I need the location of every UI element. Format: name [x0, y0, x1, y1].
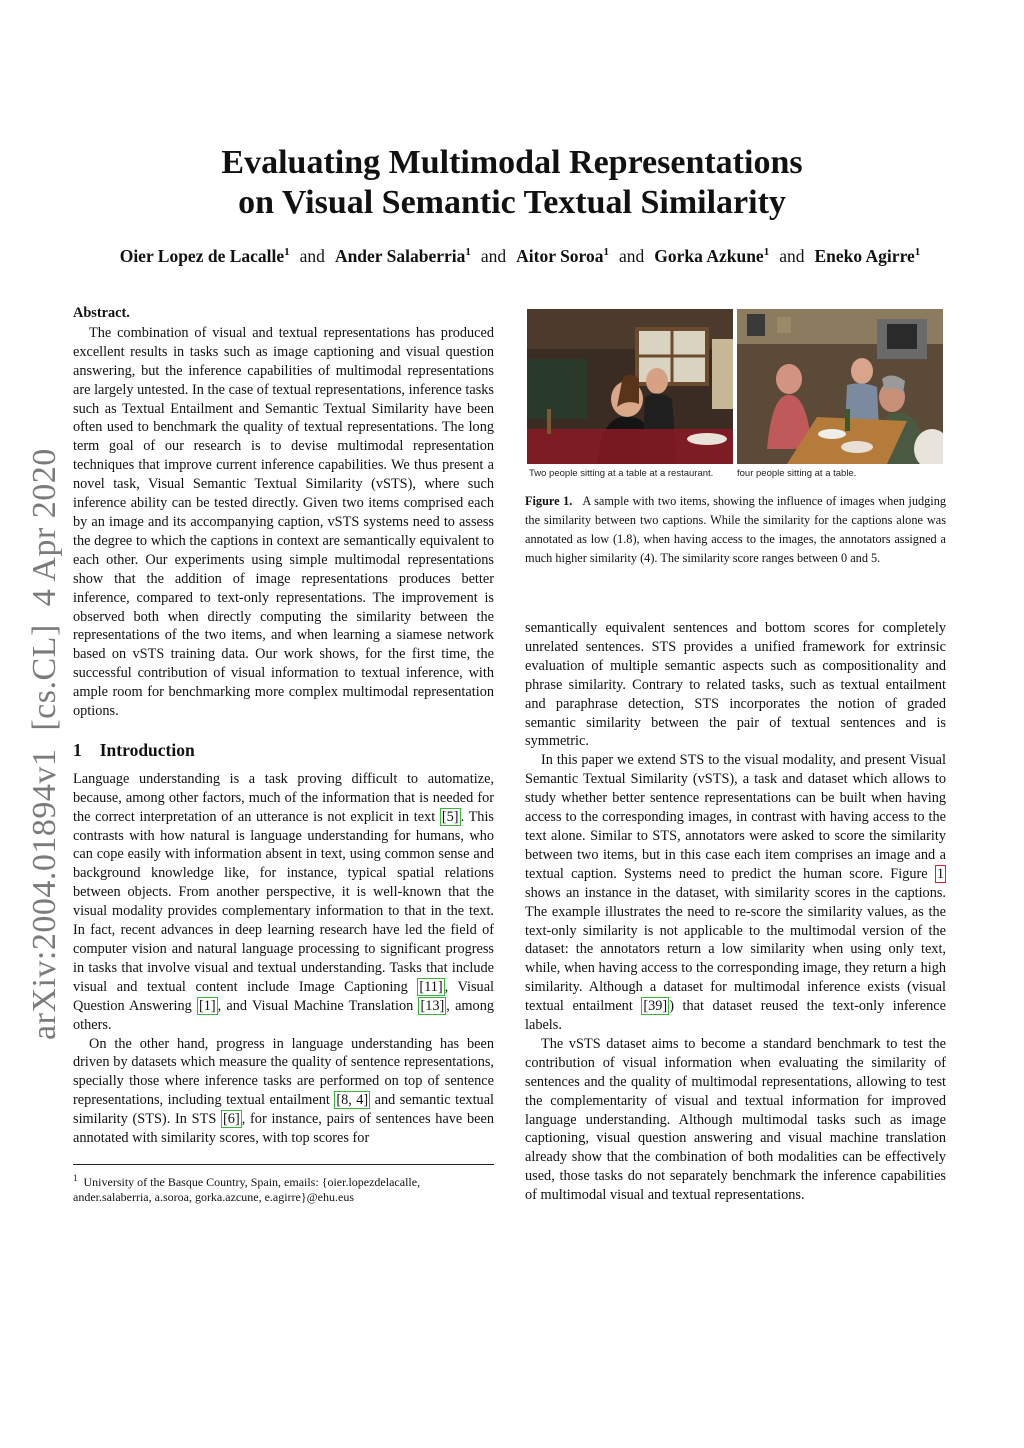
left-column: [73, 304, 494, 1148]
right-column: [525, 619, 946, 1205]
figure-reference-link[interactable]: 1: [936, 865, 944, 882]
figure-caption-text: A sample with two items, showing the influence of images when judging the similarity between two captions. While the similarity for the captions alone was annotated as low (1.8), when having access to the images, the annotators assigned a much higher similarity (4). The similarity score ranges between 0 and 5.: [525, 494, 947, 565]
author-1: Oier Lopez de Lacalle$^1$: [119, 246, 290, 266]
author-separator: and: [779, 246, 805, 266]
author-separator: and: [480, 246, 507, 266]
citation-link[interactable]: [13]: [420, 997, 445, 1014]
citation-link[interactable]: [1]: [198, 997, 216, 1014]
citation-link[interactable]: [6]: [223, 1111, 240, 1128]
restaurant-photo: [527, 309, 733, 464]
paper-title: [0, 143, 1024, 223]
right-paragraph-1: semantically equivalent sentences and bottom scores for completely unrelated sentences. STS provides a unified framework for extrinsic evaluation of multiple semantic aspects such as compositionality and phrase similarity. Contrary to related tasks, such as textual entailment and paraphrase detection, STS incorporates the notion of graded semantic similarity between the pair of textual sentences and is symmetric.: [525, 620, 946, 750]
title-line-1: Evaluating Multimodal Representations: [221, 144, 803, 181]
figure-label: Figure 1.: [525, 494, 573, 508]
author-5: Eneko Agirre$^1$: [814, 246, 921, 266]
title-line-2: on Visual Semantic Textual Similarity: [238, 184, 786, 221]
abstract-text: The combination of visual and textual representations has produced excellent results in tasks such as image captioning and visual question answering, but the inference capabilities of multimodal representations are largely untested. In the case of textual representations, inference tasks such as Textual Entailment and Semantic Textual Similarity have been often used to benchmark the quality of textual representations. The long term goal of our research is to devise multimodal representation techniques that improve current inference capabilities. We thus present a novel task, Visual Semantic Textual Similarity (vSTS), where such inference ability can be tested directly. Given two items comprised each by an image and its accompanying caption, vSTS systems need to assess the degree to which the captions in context are semantically equivalent to each other. Our experiments using simple multimodal representations show that the addition of image representations produces better inference, compared to text-only representations. The improvement is observed both when directly computing the similarity between the representations of the two items, and when learning a siamese network based on vSTS training data. Our work shows, for the first time, the successful contribution of visual information to textual inference, with ample room for benchmarking more complex multimodal representation options.: [73, 324, 494, 720]
author-2: Ander Salaberria$^1$: [334, 246, 471, 266]
citation-link[interactable]: [8, 4]: [336, 1092, 369, 1109]
section-title: Introduction: [99, 739, 195, 760]
abstract-heading: Abstract.: [73, 305, 130, 321]
author-list: [0, 246, 1024, 267]
section-number: 1: [73, 739, 82, 760]
author-4: Gorka Azkune$^1$: [654, 246, 770, 266]
image-caption-left: Two people sitting at a table at a restaurant.: [529, 468, 714, 479]
image-caption-right: four people sitting at a table.: [737, 468, 857, 479]
figure-caption: [525, 492, 946, 568]
intro-paragraph-2: On the other hand, progress in language understanding has been driven by datasets which measure the quality of sentence representations, specially those where inference tasks are performed on top of sentence representations, including textual entailment [8, 4] and semantic textual similarity (STS). In STS [6] , for instance, pairs of sentences have been annotated with similarity scores, with top scores for: [73, 1035, 495, 1147]
intro-paragraph-1: Language understanding is a task proving difficult to automatize, because, among other factors, much of the information that is needed for the correct interpretation of an utterance is not explicit in text [5] . This contrasts with how natural is language understanding for humans, who can cope easily with information absent in text, using common sense and background knowledge like, for instance, typical spatial relations between objects. From another perspective, it is well-known that the visual modality provides complementary information to that in the text. In fact, recent advances in deep learning research have led the field of computer vision and natural language processing to significant progress in tasks that involve visual and textual understanding. Tasks that include visual and textual content include Image Captioning [11] , Visual Question Answering [1] , and Visual Machine Translation [13] , among others.: [73, 770, 495, 1033]
right-paragraph-2: In this paper we extend STS to the visual modality, and present Visual Semantic Textual Similarity (vSTS), a task and dataset which allows to study whether better sentence representations can be built when having access to the corresponding images, in contrast with having access to the text alone. Similar to STS, annotators were asked to score the similarity between two items, but in this case each item comprises an image and a textual caption. Systems need to predict the human score. Figure 1 shows an instance in the dataset, with similarity scores in the captions. The example illustrates the need to re-score the similarity values, as the text-only similarity is not applicable to the multimodal version of the dataset: the annotators return a low similarity when using only text, while, when having access to the corresponding image, they return a high similarity. Although a dataset for multimodal inference exists (visual textual entailment [39] ) that dataset reused the text-only inference labels.: [525, 752, 946, 1034]
author-separator: and: [299, 246, 325, 266]
footnote-mark: 1: [73, 1173, 78, 1183]
arxiv-stamp: arXiv:2004.01894v1 [cs.CL] 4 Apr 2020: [26, 448, 63, 1040]
right-paragraph-3: The vSTS dataset aims to become a standard benchmark to test the contribution of visual information when evaluating the similarity of sentences and the quality of multimodal representations, allowing to test the complementarity of visual and textual information for improved language understanding. Although multimodal tasks such as image captioning, visual question answering and visual machine translation already show that the combination of both modalities can be effectively used, those tasks do not separately benchmark the inference capabilities of multimodal visual and textual representations.: [525, 1035, 946, 1204]
author-separator: and: [619, 246, 645, 266]
footnote: [73, 1164, 494, 1205]
table-photo: [737, 309, 943, 464]
citation-link[interactable]: [39]: [643, 998, 668, 1015]
author-3: Aitor Soroa$^1$: [516, 246, 610, 266]
citation-link[interactable]: [5]: [441, 808, 459, 825]
section-heading-introduction: [73, 741, 494, 760]
footnote-text: University of the Basque Country, Spain, emails: {oier.lopezdelacalle, ander.salaberria, a.soroa, gorka.azcune, e.agirre}@ehu.eus: [73, 1175, 421, 1204]
citation-link[interactable]: [11]: [419, 978, 443, 995]
